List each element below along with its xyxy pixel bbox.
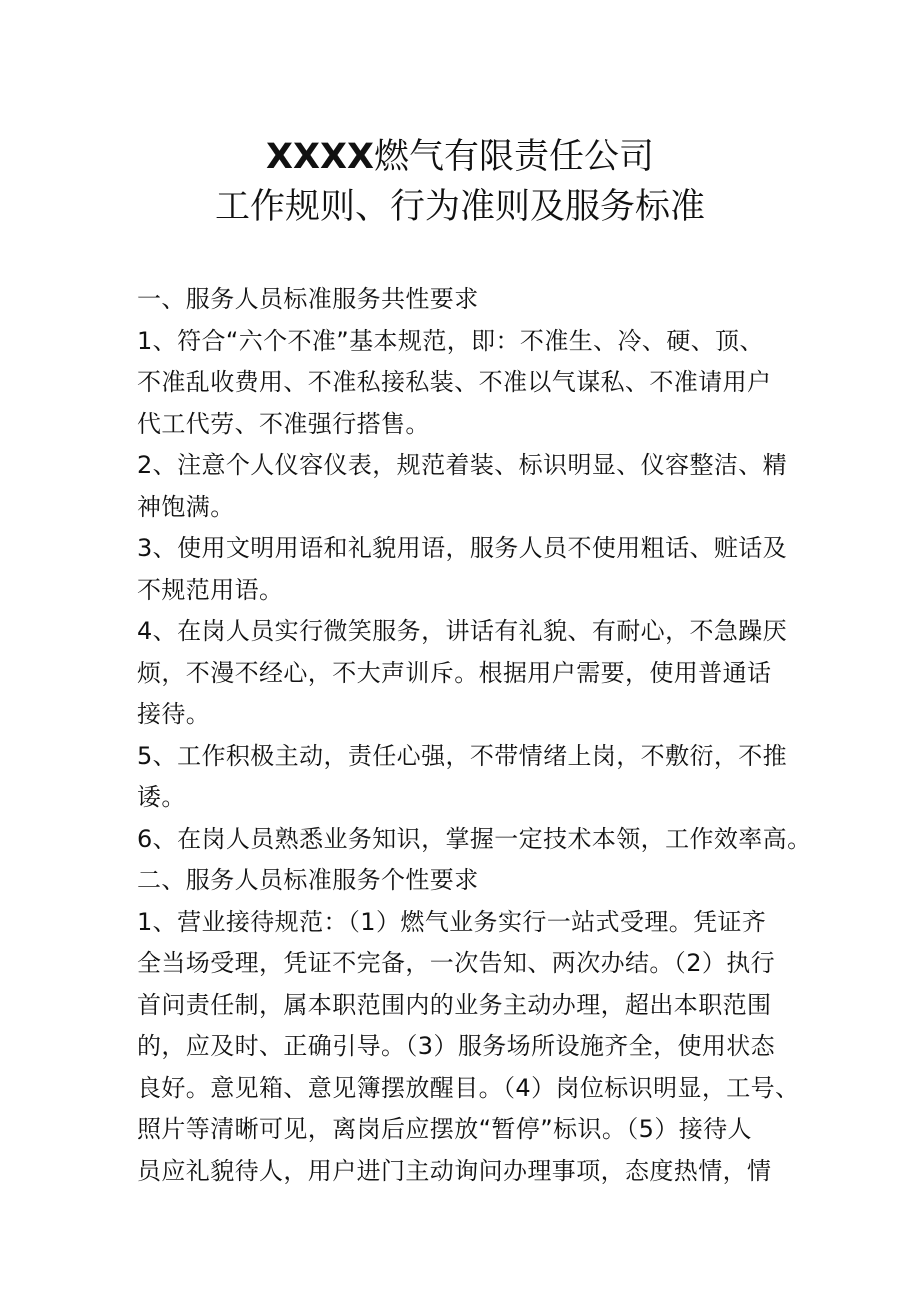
document-title xyxy=(0,132,920,232)
paragraph-line: 照片等清晰可见，离岗后应摆放“暂停”标识。（5）接待人 xyxy=(137,1115,752,1143)
paragraph-line: 接待。 xyxy=(137,700,211,728)
paragraph-line: 的，应及时、正确引导。（3）服务场所设施齐全，使用状态 xyxy=(137,1032,776,1060)
paragraph-line: 全当场受理，凭证不完备，一次告知、两次办结。（2）执行 xyxy=(137,949,776,977)
paragraph-line: 员应礼貌待人，用户进门主动询问办理事项，态度热情，情 xyxy=(137,1156,772,1185)
paragraph-line: 神饱满。 xyxy=(137,492,235,521)
paragraph-line: 不规范用语。 xyxy=(137,575,284,604)
paragraph-line: 1、符合“六个不准”基本规范，即：不准生、冷、硬、顶、 xyxy=(137,326,764,355)
paragraph-line: 3、使用文明用语和礼貌用语，服务人员不使用粗话、赃话及 xyxy=(137,534,788,562)
title-line-2: 工作规则、行为准则及服务标准 xyxy=(214,187,705,227)
section-heading-1: 一、服务人员标准服务共性要求 xyxy=(137,285,479,313)
title-line-1 xyxy=(0,132,920,182)
paragraph-line: 烦，不漫不经心，不大声训斥。根据用户需要，使用普通话 xyxy=(137,658,772,687)
paragraph-line: 1、营业接待规范：（1）燃气业务实行一站式受理。凭证齐 xyxy=(137,907,767,936)
paragraph-line: 4、在岗人员实行微笑服务，讲话有礼貌、有耐心，不急躁厌 xyxy=(137,617,788,645)
paragraph-line: 2、注意个人仪容仪表，规范着装、标识明显、仪容整洁、精 xyxy=(137,451,788,479)
company-name-prefix: XXXX xyxy=(266,137,374,177)
paragraph-line: 首问责任制，属本职范围内的业务主动办理，超出本职范围 xyxy=(137,990,772,1019)
company-name-rest: 燃气有限责任公司 xyxy=(373,137,654,177)
paragraph-line: 6、在岗人员熟悉业务知识，掌握一定技术本领，工作效率高。 xyxy=(137,824,812,853)
paragraph-line: 代工代劳、不准强行搭售。 xyxy=(137,409,430,438)
paragraph-line: 5、工作积极主动，责任心强，不带情绪上岗，不敷衍，不推 xyxy=(137,741,788,770)
section-heading-2: 二、服务人员标准服务个性要求 xyxy=(137,866,479,894)
paragraph-line: 诿。 xyxy=(137,783,186,811)
paragraph-line: 不准乱收费用、不准私接私装、不准以气谋私、不准请用户 xyxy=(137,368,772,396)
paragraph-line: 良好。意见箱、意见簿摆放醒目。（4）岗位标识明显，工号、 xyxy=(137,1073,800,1102)
document-body xyxy=(137,279,812,1192)
